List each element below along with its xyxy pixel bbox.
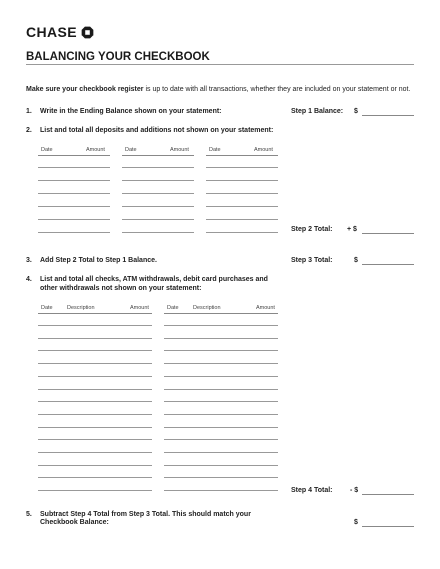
withdrawal-entry-line[interactable] (38, 490, 152, 491)
deposit-entry-line[interactable] (38, 193, 110, 194)
deposit-entry-line[interactable] (38, 206, 110, 207)
step-5 (26, 511, 251, 518)
withdrawal-entry-line[interactable] (164, 490, 278, 491)
withdrawal-entry-line[interactable] (164, 477, 278, 478)
withdrawal-entry-line[interactable] (38, 465, 152, 466)
deposit-entry-line[interactable] (38, 180, 110, 181)
column-header-rule (206, 155, 278, 156)
withdrawal-entry-line[interactable] (38, 401, 152, 402)
step-4-continued: other withdrawals not shown on your statement: (40, 285, 202, 292)
deposit-entry-line[interactable] (206, 206, 278, 207)
withdrawal-entry-line[interactable] (164, 414, 278, 415)
step-number: 1. (26, 108, 32, 115)
step-text: Add Step 2 Total to Step 1 Balance. (40, 257, 157, 264)
deposit-entry-line[interactable] (122, 193, 194, 194)
step1-currency: $ (354, 108, 358, 115)
deposit-entry-line[interactable] (206, 193, 278, 194)
withdrawal-entry-line[interactable] (164, 363, 278, 364)
step1-balance-field[interactable] (362, 115, 414, 116)
step2-total-field[interactable] (362, 233, 414, 234)
step5-currency: $ (354, 519, 358, 526)
step-3 (26, 257, 157, 264)
column-header-rule (164, 313, 278, 314)
step-text: List and total all deposits and additions not shown on your statement: (40, 127, 274, 134)
column-header-description: Description (67, 305, 95, 311)
withdrawal-entry-line[interactable] (38, 414, 152, 415)
deposit-entry-line[interactable] (122, 180, 194, 181)
step-text: Subtract Step 4 Total from Step 3 Total. This should match your (40, 511, 251, 518)
column-header-rule (38, 313, 152, 314)
step1-balance-label: Step 1 Balance: (291, 108, 344, 115)
deposit-entry-line[interactable] (38, 232, 110, 233)
withdrawal-entry-line[interactable] (164, 452, 278, 453)
step2-currency: + $ (347, 226, 357, 233)
step-4 (26, 276, 268, 283)
column-header-amount: Amount (254, 147, 273, 153)
withdrawal-entry-line[interactable] (38, 452, 152, 453)
withdrawal-entry-line[interactable] (38, 439, 152, 440)
withdrawal-entry-line[interactable] (38, 427, 152, 428)
column-header-amount: Amount (170, 147, 189, 153)
column-header-amount: Amount (86, 147, 105, 153)
step3-currency: $ (354, 257, 358, 264)
deposit-entry-line[interactable] (122, 232, 194, 233)
checkbook-balance-field[interactable] (362, 526, 414, 527)
withdrawal-entry-line[interactable] (38, 338, 152, 339)
column-header-rule (38, 155, 110, 156)
deposit-entry-line[interactable] (206, 219, 278, 220)
withdrawal-entry-line[interactable] (164, 439, 278, 440)
column-header-date: Date (41, 147, 53, 153)
brand-name: CHASE (26, 24, 78, 40)
step-text: List and total all checks, ATM withdrawals, debit card purchases and (40, 276, 268, 283)
step2-total-label: Step 2 Total: (291, 226, 333, 233)
withdrawal-entry-line[interactable] (38, 376, 152, 377)
withdrawal-entry-line[interactable] (164, 325, 278, 326)
withdrawal-entry-line[interactable] (164, 389, 278, 390)
deposit-entry-line[interactable] (38, 219, 110, 220)
column-header-date: Date (41, 305, 53, 311)
withdrawal-entry-line[interactable] (38, 389, 152, 390)
deposit-entry-line[interactable] (206, 167, 278, 168)
step-number: 3. (26, 257, 32, 264)
withdrawal-entry-line[interactable] (38, 325, 152, 326)
withdrawal-entry-line[interactable] (38, 363, 152, 364)
page-title: BALANCING YOUR CHECKBOOK (26, 51, 210, 63)
withdrawal-entry-line[interactable] (38, 350, 152, 351)
step4-total-field[interactable] (362, 494, 414, 495)
step-1 (26, 108, 222, 115)
column-header-rule (122, 155, 194, 156)
step-number: 5. (26, 511, 32, 518)
column-header-amount: Amount (130, 305, 149, 311)
chase-logo (26, 24, 94, 40)
intro-bold: Make sure your checkbook register (26, 86, 144, 93)
withdrawal-entry-line[interactable] (164, 350, 278, 351)
column-header-description: Description (193, 305, 221, 311)
octagon-logo-icon (81, 26, 94, 39)
deposit-entry-line[interactable] (122, 206, 194, 207)
column-header-amount: Amount (256, 305, 275, 311)
withdrawal-entry-line[interactable] (164, 427, 278, 428)
intro-text (26, 86, 410, 93)
deposit-entry-line[interactable] (206, 180, 278, 181)
withdrawal-entry-line[interactable] (164, 376, 278, 377)
deposit-entry-line[interactable] (38, 167, 110, 168)
deposit-entry-line[interactable] (122, 167, 194, 168)
step4-total-label: Step 4 Total: (291, 487, 333, 494)
deposit-entry-line[interactable] (206, 232, 278, 233)
step4-currency: - $ (350, 487, 359, 494)
withdrawal-entry-line[interactable] (164, 465, 278, 466)
step-5-continued: Checkbook Balance: (40, 519, 109, 526)
column-header-date: Date (125, 147, 137, 153)
deposit-entry-line[interactable] (122, 219, 194, 220)
step-text: Write in the Ending Balance shown on your statement: (40, 108, 222, 115)
step3-total-field[interactable] (362, 264, 414, 265)
intro-rest: is up to date with all transactions, whether they are included on your statement or not. (143, 86, 411, 93)
step-number: 2. (26, 127, 32, 134)
step3-total-label: Step 3 Total: (291, 257, 333, 264)
step-2 (26, 127, 273, 134)
withdrawal-entry-line[interactable] (164, 338, 278, 339)
withdrawal-entry-line[interactable] (38, 477, 152, 478)
withdrawal-entry-line[interactable] (164, 401, 278, 402)
title-divider (26, 64, 414, 65)
column-header-date: Date (167, 305, 179, 311)
step-number: 4. (26, 276, 32, 283)
column-header-date: Date (209, 147, 221, 153)
